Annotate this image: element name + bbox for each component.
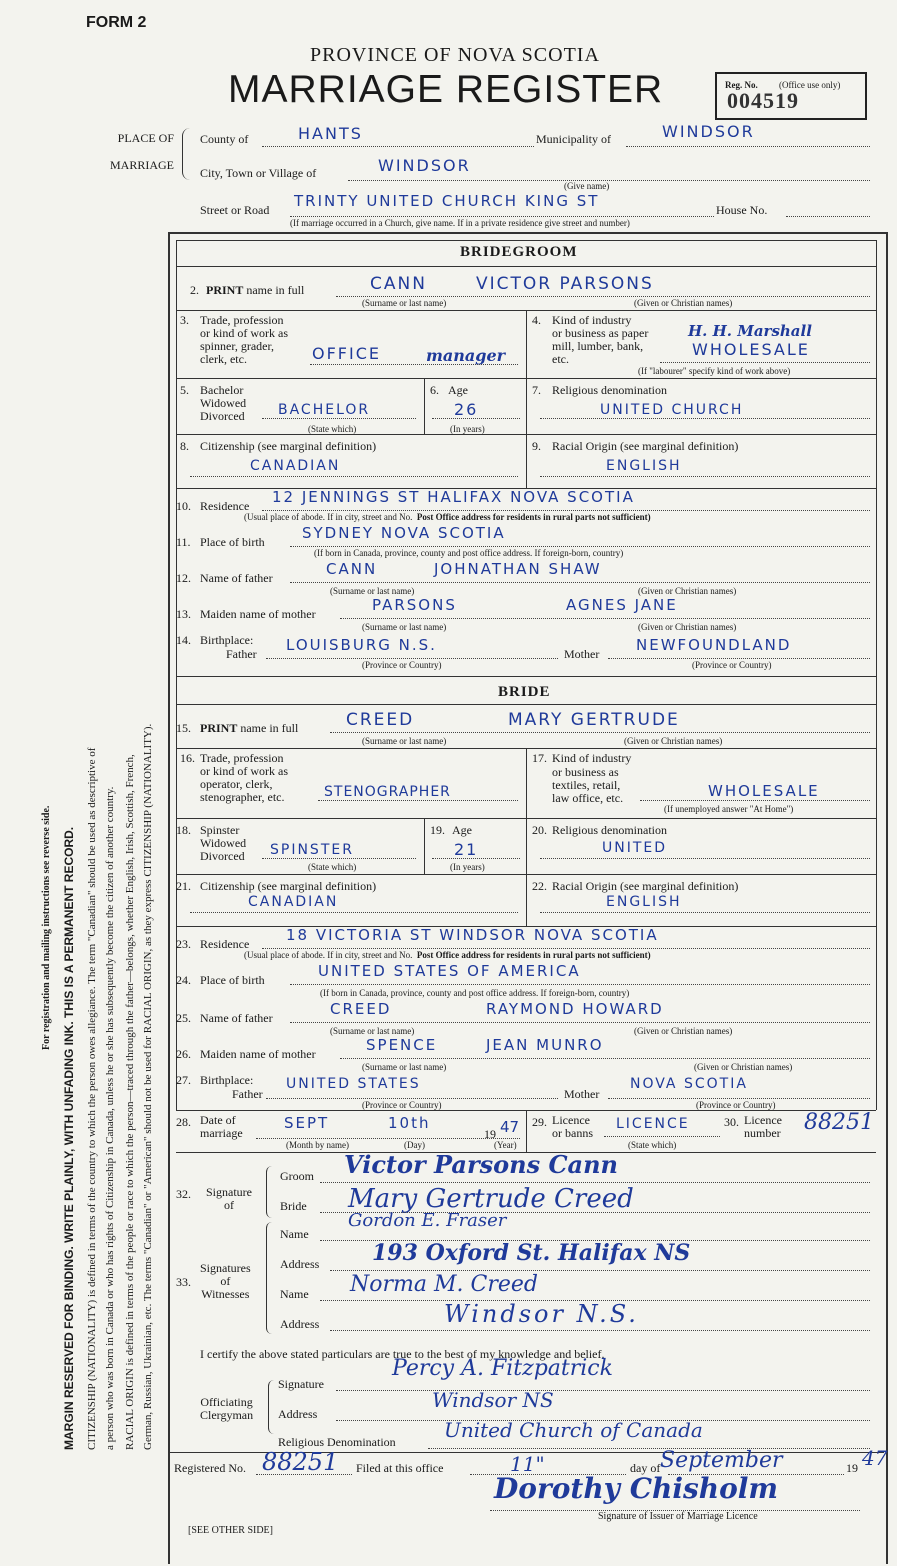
bride-given-note: (Given or Christian names) bbox=[624, 736, 723, 746]
num-7: 7. bbox=[532, 383, 541, 397]
witness2-address: Windsor N.S. bbox=[444, 1300, 639, 1328]
bride-birth: UNITED STATES OF AMERICA bbox=[318, 962, 581, 980]
bride-industry: WHOLESALE bbox=[708, 782, 820, 800]
bride-father-surname-note: (Surname or last name) bbox=[330, 1026, 415, 1036]
month-note: (Month by name) bbox=[286, 1140, 349, 1150]
num-14: 14. bbox=[176, 633, 191, 647]
groom-print-label bbox=[206, 284, 304, 297]
witness-brace bbox=[266, 1222, 275, 1334]
certify-text: I certify the above stated particulars are true to the best of my knowledge and belief. bbox=[200, 1347, 605, 1361]
bride-mother-surname-note: (Surname or last name) bbox=[362, 1062, 447, 1072]
licence-state-note: (State which) bbox=[628, 1140, 677, 1150]
reg-number-box bbox=[715, 72, 867, 120]
bride-industry-label-2: or business as textiles, retail, law office, etc. bbox=[552, 765, 624, 805]
reg-label: Reg. No. bbox=[725, 80, 758, 90]
num-24: 24. bbox=[176, 973, 191, 987]
margin-instructions: For registration and mailing instructions see reverse side. bbox=[41, 805, 52, 1050]
bride-mother-birth: NOVA SCOTIA bbox=[630, 1076, 748, 1092]
bride-residence-label: Residence bbox=[200, 937, 250, 951]
filed-month: September bbox=[660, 1448, 783, 1473]
num-27: 27. bbox=[176, 1073, 191, 1087]
groom-age: 26 bbox=[454, 400, 479, 419]
num-26: 26. bbox=[176, 1047, 191, 1061]
num-15: 15. bbox=[176, 721, 191, 735]
clergy-addr-label: Address bbox=[278, 1407, 318, 1421]
give-name-note: (Give name) bbox=[564, 181, 610, 191]
num-29: 29. bbox=[532, 1115, 547, 1129]
bride-citizenship-label: Citizenship (see marginal definition) bbox=[200, 879, 377, 893]
witness-label: Signatures of Witnesses bbox=[200, 1261, 251, 1301]
groom-trade: OFFICE bbox=[312, 344, 381, 363]
year-note: (Year) bbox=[494, 1140, 517, 1150]
num-20: 20. bbox=[532, 823, 547, 837]
groom-trade-extra: manager bbox=[426, 346, 506, 365]
province-heading: PROVINCE OF NOVA SCOTIA bbox=[310, 44, 600, 66]
bride-father-birth: UNITED STATES bbox=[286, 1076, 421, 1092]
county-label: County of bbox=[200, 132, 249, 146]
city-label: City, Town or Village of bbox=[200, 166, 317, 180]
issuer-signature: Dorothy Chisholm bbox=[494, 1472, 779, 1505]
licence-label: Licence or banns bbox=[552, 1113, 593, 1140]
groom-residence: 12 JENNINGS ST HALIFAX NOVA SCOTIA bbox=[272, 488, 635, 506]
street-value: TRINTY UNITED CHURCH KING ST bbox=[294, 192, 600, 210]
place-label-1: PLACE OF bbox=[117, 131, 174, 145]
bride-racial: ENGLISH bbox=[606, 894, 682, 910]
bride-religious-label: Religious denomination bbox=[552, 823, 667, 837]
num-19: 19. bbox=[430, 823, 445, 837]
margin-racial-2: German, Russian, Ukrainian, etc. The terms "Canadian" or "American" should not be used for RACIAL ORIGIN, as they express CITIZENSHIP (NATIONALITY). bbox=[142, 723, 154, 1450]
filed-label: Filed at this office bbox=[356, 1461, 444, 1475]
groom-birth-label: Place of birth bbox=[200, 535, 265, 549]
num-18: 18. bbox=[176, 823, 191, 837]
municipality-label: Municipality of bbox=[536, 132, 611, 146]
clergy-address: Windsor NS bbox=[432, 1388, 554, 1412]
groom-birth: SYDNEY NOVA SCOTIA bbox=[302, 524, 506, 542]
bride-father-given: RAYMOND HOWARD bbox=[486, 1000, 664, 1018]
bride-mother-label: Maiden name of mother bbox=[200, 1047, 316, 1061]
num-9: 9. bbox=[532, 439, 541, 453]
bride-mother-given: JEAN MUNRO bbox=[486, 1036, 604, 1054]
day-of-label: day of bbox=[630, 1461, 661, 1475]
bride-father-label: Name of father bbox=[200, 1011, 273, 1025]
num-11: 11. bbox=[176, 535, 191, 549]
bride-status-label: Spinster Widowed Divorced bbox=[200, 823, 247, 863]
bride-residence: 18 VICTORIA ST WINDSOR NOVA SCOTIA bbox=[286, 926, 659, 944]
groom-mother-given: AGNES JANE bbox=[566, 596, 678, 614]
filed-year: 47 bbox=[862, 1446, 888, 1470]
po-note-bride: Post Office address for residents in rural parts not sufficient) bbox=[416, 950, 651, 960]
city-value: WINDSOR bbox=[378, 156, 471, 175]
street-note: (If marriage occurred in a Church, give name. If in a private residence give street and number) bbox=[290, 218, 630, 228]
groom-racial-label: Racial Origin (see marginal definition) bbox=[552, 439, 739, 453]
num-22: 22. bbox=[532, 879, 547, 893]
licence-num-label: Licence number bbox=[744, 1113, 782, 1140]
groom-mother-surname: PARSONS bbox=[372, 596, 457, 614]
groom-mother-word: Mother bbox=[564, 647, 600, 661]
groom-father-birth: LOUISBURG N.S. bbox=[286, 636, 437, 654]
clergy-brace bbox=[268, 1380, 277, 1434]
witness2-name: Norma M. Creed bbox=[350, 1272, 538, 1297]
bride-industry-label: Kind of industry bbox=[552, 751, 632, 765]
bride-prov-note-2: (Province or Country) bbox=[696, 1100, 776, 1110]
bride-father-word: Father bbox=[232, 1087, 263, 1101]
groom-father-surname: CANN bbox=[326, 560, 378, 578]
groom-mother-surname-note: (Surname or last name) bbox=[362, 622, 447, 632]
groom-born-note: (If born in Canada, province, county and post office address. If foreign-born, country) bbox=[314, 548, 624, 558]
bride-citizenship: CANADIAN bbox=[248, 894, 339, 910]
bride-trade-label: Trade, profession or kind of work as operator, clerk, stenographer, etc. bbox=[200, 751, 288, 804]
groom-father-given-note: (Given or Christian names) bbox=[638, 586, 737, 596]
num-8: 8. bbox=[180, 439, 189, 453]
witness1-address: 193 Oxford St. Halifax NS bbox=[372, 1240, 691, 1266]
groom-age-label: Age bbox=[448, 383, 468, 397]
bride-trade: STENOGRAPHER bbox=[324, 784, 451, 800]
clergy-label: Officiating Clergyman bbox=[200, 1395, 254, 1422]
print-label: PRINT bbox=[206, 283, 244, 297]
clergy-signature: Percy A. Fitzpatrick bbox=[392, 1356, 613, 1381]
groom-status: BACHELOR bbox=[278, 402, 371, 418]
groom-industry: WHOLESALE bbox=[692, 340, 810, 359]
num-23: 23. bbox=[176, 937, 191, 951]
bride-signature: Mary Gertrude Creed bbox=[348, 1184, 634, 1214]
groom-surname: CANN bbox=[370, 274, 427, 294]
groom-in-years: (In years) bbox=[450, 424, 485, 434]
groom-mother-label: Maiden name of mother bbox=[200, 607, 316, 621]
bride-age-label: Age bbox=[452, 823, 472, 837]
sig-brace bbox=[266, 1166, 275, 1218]
num-32: 32. bbox=[176, 1187, 191, 1201]
groom-father-surname-note: (Surname or last name) bbox=[330, 586, 415, 596]
groom-surname-note: (Surname or last name) bbox=[362, 298, 447, 308]
num-6: 6. bbox=[430, 383, 439, 397]
sig-label: Signature of bbox=[206, 1185, 252, 1212]
margin-citizenship-2: a person who was born in Canada or who has rights of Citizenship in Canada, unless he or she has subsequently become the citizen of another country. bbox=[104, 786, 116, 1450]
marriage-month: SEPT bbox=[284, 1114, 330, 1132]
bride-state-which: (State which) bbox=[308, 862, 357, 872]
groom-mother-given-note: (Given or Christian names) bbox=[638, 622, 737, 632]
county-value: HANTS bbox=[298, 124, 363, 143]
bride-birth-label: Place of birth bbox=[200, 973, 265, 987]
marriage-day: 10th bbox=[388, 1114, 431, 1132]
groom-industry-label-2: or business as paper mill, lumber, bank, etc. bbox=[552, 326, 649, 366]
groom-prov-note-2: (Province or Country) bbox=[692, 660, 772, 670]
bride-surname: CREED bbox=[346, 710, 415, 730]
groom-industry-note: (If "labourer" specify kind of work above) bbox=[638, 366, 791, 376]
num-13: 13. bbox=[176, 607, 191, 621]
bride-in-years: (In years) bbox=[450, 862, 485, 872]
reg-office-note: (Office use only) bbox=[779, 80, 841, 90]
w2-name-label: Name bbox=[280, 1287, 309, 1301]
bride-racial-label: Racial Origin (see marginal definition) bbox=[552, 879, 739, 893]
groom-citizenship: CANADIAN bbox=[250, 458, 341, 474]
groom-abode-note bbox=[244, 512, 651, 522]
groom-industry-label: Kind of industry bbox=[552, 313, 632, 327]
bride-father-given-note: (Given or Christian names) bbox=[634, 1026, 733, 1036]
num-33: 33. bbox=[176, 1275, 191, 1289]
clergy-religion: United Church of Canada bbox=[444, 1418, 703, 1442]
municipality-value: WINDSOR bbox=[662, 122, 755, 141]
num-30: 30. bbox=[724, 1115, 739, 1129]
form-number: FORM 2 bbox=[86, 14, 147, 31]
licence-value: LICENCE bbox=[616, 1116, 690, 1132]
registered-label: Registered No. bbox=[174, 1461, 246, 1475]
num-3: 3. bbox=[180, 313, 189, 327]
issuer-label: Signature of Issuer of Marriage Licence bbox=[598, 1511, 758, 1522]
day-note: (Day) bbox=[404, 1140, 425, 1150]
filed-year-prefix: 19 bbox=[846, 1461, 858, 1475]
groom-state-which: (State which) bbox=[308, 424, 357, 434]
groom-industry-top: H. H. Marshall bbox=[688, 322, 812, 340]
num-12: 12. bbox=[176, 571, 191, 585]
groom-signature: Victor Parsons Cann bbox=[344, 1150, 619, 1179]
date-label: Date of marriage bbox=[200, 1113, 243, 1140]
bride-status: SPINSTER bbox=[270, 842, 354, 858]
groom-racial: ENGLISH bbox=[606, 458, 682, 474]
w1-addr-label: Address bbox=[280, 1257, 320, 1271]
num-28: 28. bbox=[176, 1115, 191, 1129]
abode-note: (Usual place of abode. If in city, street and No. bbox=[244, 512, 413, 522]
bridegroom-header: BRIDEGROOM bbox=[460, 244, 578, 260]
clergy-relig-label: Religious Denomination bbox=[278, 1435, 396, 1449]
bride-birthplace-label: Birthplace: bbox=[200, 1073, 254, 1087]
num-16: 16. bbox=[180, 751, 195, 765]
num-2: 2. bbox=[190, 283, 199, 297]
margin-racial-1: RACIAL ORIGIN is defined in terms of the people or race to which the person—traced through the father—belongs, whether English, Irish, Scottish, French, bbox=[124, 754, 136, 1450]
witness1-name: Gordon E. Fraser bbox=[348, 1210, 507, 1231]
bride-given: MARY GERTRUDE bbox=[508, 710, 680, 730]
see-other-side: [SEE OTHER SIDE] bbox=[188, 1525, 273, 1536]
bride-abode-note bbox=[244, 950, 651, 960]
bride-born-note: (If born in Canada, province, county and post office address. If foreign-born, country) bbox=[320, 988, 630, 998]
bride-print-label bbox=[200, 722, 298, 735]
groom-prov-note-1: (Province or Country) bbox=[362, 660, 442, 670]
groom-trade-label: Trade, profession or kind of work as spinner, grader, clerk, etc. bbox=[200, 313, 288, 366]
filed-day: 11" bbox=[510, 1452, 545, 1476]
w1-name-label: Name bbox=[280, 1227, 309, 1241]
form-title: MARRIAGE REGISTER bbox=[228, 68, 664, 111]
bride-header: BRIDE bbox=[498, 684, 551, 700]
num-25: 25. bbox=[176, 1011, 191, 1025]
name-in-full-bride: name in full bbox=[240, 721, 299, 735]
num-4: 4. bbox=[532, 313, 541, 327]
bride-industry-note: (If unemployed answer "At Home") bbox=[664, 804, 794, 814]
groom-mother-birth: NEWFOUNDLAND bbox=[636, 636, 792, 654]
bride-father-surname: CREED bbox=[330, 1000, 392, 1018]
bride-mother-surname: SPENCE bbox=[366, 1036, 438, 1054]
num-10: 10. bbox=[176, 499, 191, 513]
bride-religion: UNITED bbox=[602, 840, 668, 856]
margin-binding-note: MARGIN RESERVED FOR BINDING. WRITE PLAINLY, WITH UNFADING INK. THIS IS A PERMANENT RECORD. bbox=[62, 826, 76, 1450]
groom-given: VICTOR PARSONS bbox=[476, 274, 654, 294]
licence-number: 88251 bbox=[804, 1110, 874, 1135]
groom-father-label: Name of father bbox=[200, 571, 273, 585]
bride-sig-label: Bride bbox=[280, 1199, 307, 1213]
groom-father-word: Father bbox=[226, 647, 257, 661]
place-label bbox=[96, 132, 174, 172]
num-21: 21. bbox=[176, 879, 191, 893]
bride-surname-note: (Surname or last name) bbox=[362, 736, 447, 746]
num-5: 5. bbox=[180, 383, 189, 397]
street-label: Street or Road bbox=[200, 203, 270, 217]
groom-given-note: (Given or Christian names) bbox=[634, 298, 733, 308]
margin-citizenship-1: CITIZENSHIP (NATIONALITY) is defined in terms of the country to which the person owes allegiance. The term "Canadian" should be used as descriptive of bbox=[86, 747, 98, 1450]
groom-religious-label: Religious denomination bbox=[552, 383, 667, 397]
clergy-sig-label: Signature bbox=[278, 1377, 324, 1391]
print-label-bride: PRINT bbox=[200, 721, 238, 735]
marriage-year-prefix: 19 bbox=[484, 1127, 496, 1141]
reg-number: 004519 bbox=[727, 88, 799, 113]
name-in-full-label: name in full bbox=[246, 283, 305, 297]
groom-residence-label: Residence bbox=[200, 499, 250, 513]
marriage-year: 47 bbox=[500, 1118, 520, 1136]
place-brace bbox=[182, 128, 193, 180]
groom-status-label: Bachelor Widowed Divorced bbox=[200, 383, 247, 423]
bride-prov-note-1: (Province or Country) bbox=[362, 1100, 442, 1110]
bride-age: 21 bbox=[454, 840, 479, 859]
registered-number: 88251 bbox=[262, 1448, 339, 1476]
po-note: Post Office address for residents in rural parts not sufficient) bbox=[416, 512, 651, 522]
bride-mother-given-note: (Given or Christian names) bbox=[694, 1062, 793, 1072]
w2-addr-label: Address bbox=[280, 1317, 320, 1331]
bride-mother-word: Mother bbox=[564, 1087, 600, 1101]
groom-citizenship-label: Citizenship (see marginal definition) bbox=[200, 439, 377, 453]
groom-birthplace-label: Birthplace: bbox=[200, 633, 254, 647]
place-label-2: MARRIAGE bbox=[109, 158, 174, 172]
groom-father-given: JOHNATHAN SHAW bbox=[434, 560, 602, 578]
house-label: House No. bbox=[716, 203, 768, 217]
abode-note-bride: (Usual place of abode. If in city, street and No. bbox=[244, 950, 413, 960]
groom-sig-label: Groom bbox=[280, 1169, 314, 1183]
num-17: 17. bbox=[532, 751, 547, 765]
groom-religion: UNITED CHURCH bbox=[600, 402, 744, 418]
